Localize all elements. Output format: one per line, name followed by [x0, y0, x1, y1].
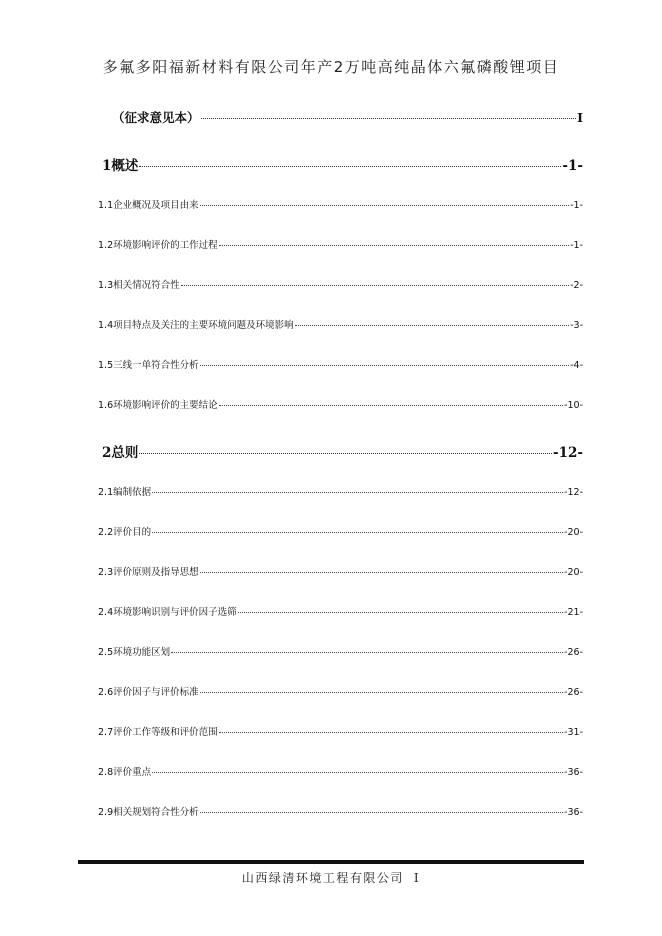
- toc-entry-label: 2.8评价重点: [98, 767, 152, 778]
- toc-chapter[interactable]: [102, 154, 583, 174]
- dot-leader: [200, 365, 569, 366]
- toc-entry-page: -31-: [564, 727, 583, 738]
- dot-leader: [152, 772, 563, 773]
- toc-entry-page: -1-: [570, 240, 583, 251]
- toc-entry-label: 1概述: [102, 158, 139, 174]
- dot-leader: [181, 285, 569, 286]
- toc-section[interactable]: [98, 397, 583, 411]
- toc-entry-label: 1.1企业概况及项目由来: [98, 200, 199, 211]
- toc-entry-label: 2总则: [102, 445, 139, 461]
- toc-entry-label: 1.6环境影响评价的主要结论: [98, 400, 218, 411]
- toc-chapter[interactable]: [102, 441, 583, 461]
- toc-entry-page: -26-: [564, 647, 583, 658]
- toc-entry-label: 2.1编制依据: [98, 487, 152, 498]
- toc-entry-page: -1-: [562, 158, 583, 174]
- toc-entry-page: -36-: [564, 807, 583, 818]
- dot-leader: [219, 245, 569, 246]
- toc-entry-page: -4-: [570, 360, 583, 371]
- toc-section[interactable]: [98, 724, 583, 738]
- toc-entry-label: （征求意见本）: [112, 110, 200, 125]
- toc-entry-page: -1-: [570, 200, 583, 211]
- toc-entry-label: 2.7评价工作等级和评价范围: [98, 727, 218, 738]
- footer-company: 山西绿清环境工程有限公司: [241, 871, 404, 885]
- toc-entry-label: 2.3评价原则及指导思想: [98, 567, 199, 578]
- toc-entry-page: -2-: [570, 280, 583, 291]
- dot-leader: [200, 572, 563, 573]
- dot-leader: [200, 692, 563, 693]
- dot-leader: [238, 612, 563, 613]
- toc-section[interactable]: [98, 564, 583, 578]
- toc-entry-label: 1.4项目特点及关注的主要环境问题及环境影响: [98, 320, 294, 331]
- toc-entry-page: -20-: [564, 567, 583, 578]
- dot-leader: [295, 325, 569, 326]
- dot-leader: [152, 492, 563, 493]
- toc-entry-label: 1.5三线一单符合性分析: [98, 360, 199, 371]
- toc-entry-page: -12-: [564, 487, 583, 498]
- toc-entry-page: -10-: [564, 400, 583, 411]
- dot-leader: [171, 652, 563, 653]
- toc-entry-page: -3-: [570, 320, 583, 331]
- toc-entry-label: 2.4环境影响识别与评价因子选筛: [98, 607, 237, 618]
- toc-section[interactable]: [98, 644, 583, 658]
- toc-section[interactable]: [98, 237, 583, 251]
- toc-entry-label: 2.9相关规划符合性分析: [98, 807, 199, 818]
- toc-entry-label: 2.2评价目的: [98, 527, 152, 538]
- toc-entry-page: I: [577, 110, 583, 125]
- footer-rule: [78, 860, 584, 864]
- toc-entry-page: -36-: [564, 767, 583, 778]
- toc-section[interactable]: [98, 524, 583, 538]
- toc-entry-label: 2.5环境功能区划: [98, 647, 171, 658]
- toc-section[interactable]: [98, 764, 583, 778]
- toc-section[interactable]: [98, 684, 583, 698]
- toc-entry-page: -21-: [564, 607, 583, 618]
- toc-entry-label: 1.2环境影响评价的工作过程: [98, 240, 218, 251]
- toc-entry[interactable]: [112, 108, 583, 126]
- dot-leader: [219, 405, 563, 406]
- toc-section[interactable]: [98, 357, 583, 371]
- footer-page-number: I: [413, 871, 421, 885]
- dot-leader: [139, 453, 552, 454]
- toc-section[interactable]: [98, 277, 583, 291]
- running-footer: [0, 869, 662, 886]
- dot-leader: [200, 205, 569, 206]
- running-header: 多氟多阳福新材料有限公司年产2万吨高纯晶体六氟磷酸锂项目: [102, 58, 560, 76]
- toc-section[interactable]: [98, 317, 583, 331]
- toc-entry-page: -12-: [553, 445, 583, 461]
- toc-entry-page: -26-: [564, 687, 583, 698]
- toc-entry-page: -20-: [564, 527, 583, 538]
- dot-leader: [139, 166, 561, 167]
- toc-section[interactable]: [98, 197, 583, 211]
- dot-leader: [152, 532, 563, 533]
- dot-leader: [219, 732, 563, 733]
- toc-section[interactable]: [98, 804, 583, 818]
- toc-section[interactable]: [98, 484, 583, 498]
- toc-section[interactable]: [98, 604, 583, 618]
- dot-leader: [201, 118, 577, 119]
- toc-entry-label: 1.3相关情况符合性: [98, 280, 180, 291]
- toc-entry-label: 2.6评价因子与评价标准: [98, 687, 199, 698]
- dot-leader: [200, 812, 563, 813]
